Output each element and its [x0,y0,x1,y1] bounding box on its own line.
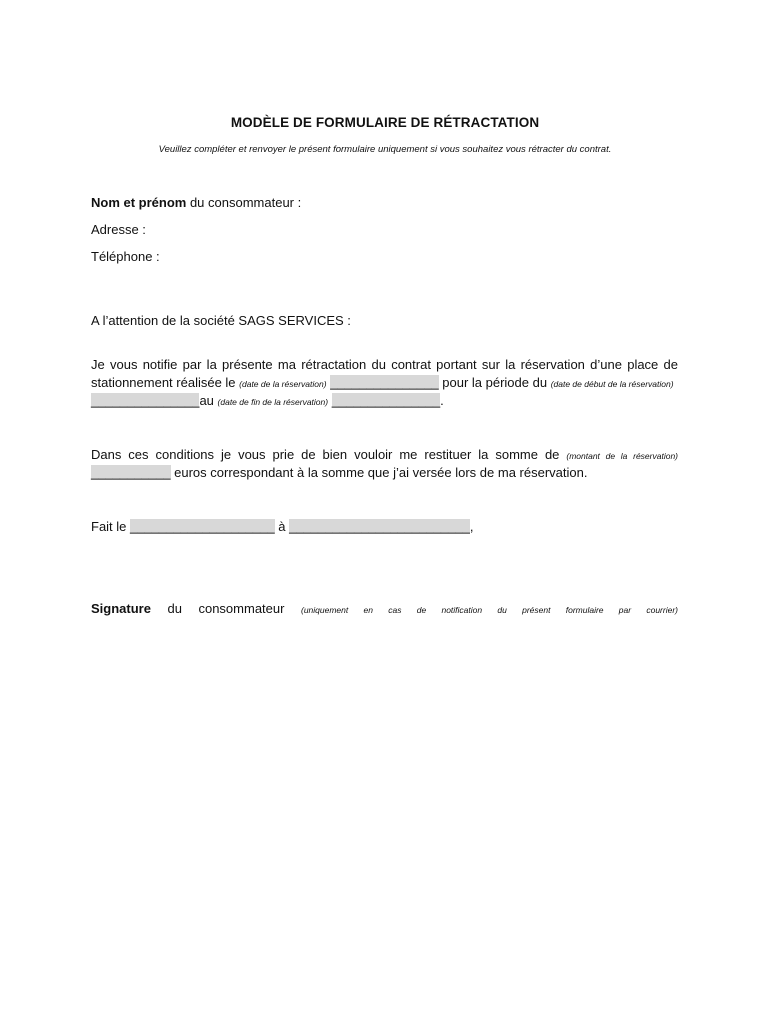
signature-rest: du consommateur [150,601,301,616]
place-date-line [91,519,473,534]
blank-amount: ___________ [91,465,171,480]
notification-line-3 [91,393,444,408]
hint-reservation-date: (date de la réservation) [239,379,327,389]
signature-label: Signature [91,601,151,616]
consumer-phone-line: Téléphone : [91,249,160,264]
consumer-name-label: Nom et prénom [91,195,187,210]
blank-sign-place: _________________________ [289,519,470,534]
notification-line-1: Je vous notifie par la présente ma rétractation du contrat portant sur la réservation d’une place de [91,357,678,372]
form-title: MODÈLE DE FORMULAIRE DE RÉTRACTATION [230,115,540,130]
refund-text: Dans ces conditions je vous prie de bien vouloir me restituer la somme de [91,447,560,462]
consumer-address-line: Adresse : [91,222,146,237]
notification-line-2 [91,375,674,390]
hint-amount: (montant de la réservation) [566,451,678,461]
place-date-comma: , [469,519,474,534]
form-subtitle: Veuillez compléter et renvoyer le présent formulaire uniquement si vous souhaitez vous rétracter du contrat. [158,144,612,155]
consumer-name-rest: du consommateur : [186,195,302,210]
blank-start-date: _______________ [91,393,200,408]
blank-sign-date: ____________________ [130,519,275,534]
notification-text: stationnement réalisée le [91,375,236,390]
notification-end: . [440,393,444,408]
signature-line [91,601,678,616]
refund-line-2 [91,465,587,480]
signature-hint: (uniquement en cas de notification du présent formulaire par courrier) [300,605,678,615]
notification-au: au [199,393,218,408]
a-label: à [274,519,290,534]
attention-line: A l’attention de la société SAGS SERVICES : [91,313,351,328]
hint-end-date: (date de fin de la réservation) [217,397,329,407]
refund-line-1 [91,447,678,462]
refund-text-2: euros correspondant à la somme que j’ai versée lors de ma réservation. [170,465,588,480]
hint-start-date: (date de début de la réservation) [550,379,674,389]
notification-period-text: pour la période du [438,375,551,390]
fait-le-label: Fait le [91,519,131,534]
blank-end-date: _______________ [331,393,441,408]
blank-reservation-date: _______________ [330,375,439,390]
consumer-name-line [91,195,301,210]
